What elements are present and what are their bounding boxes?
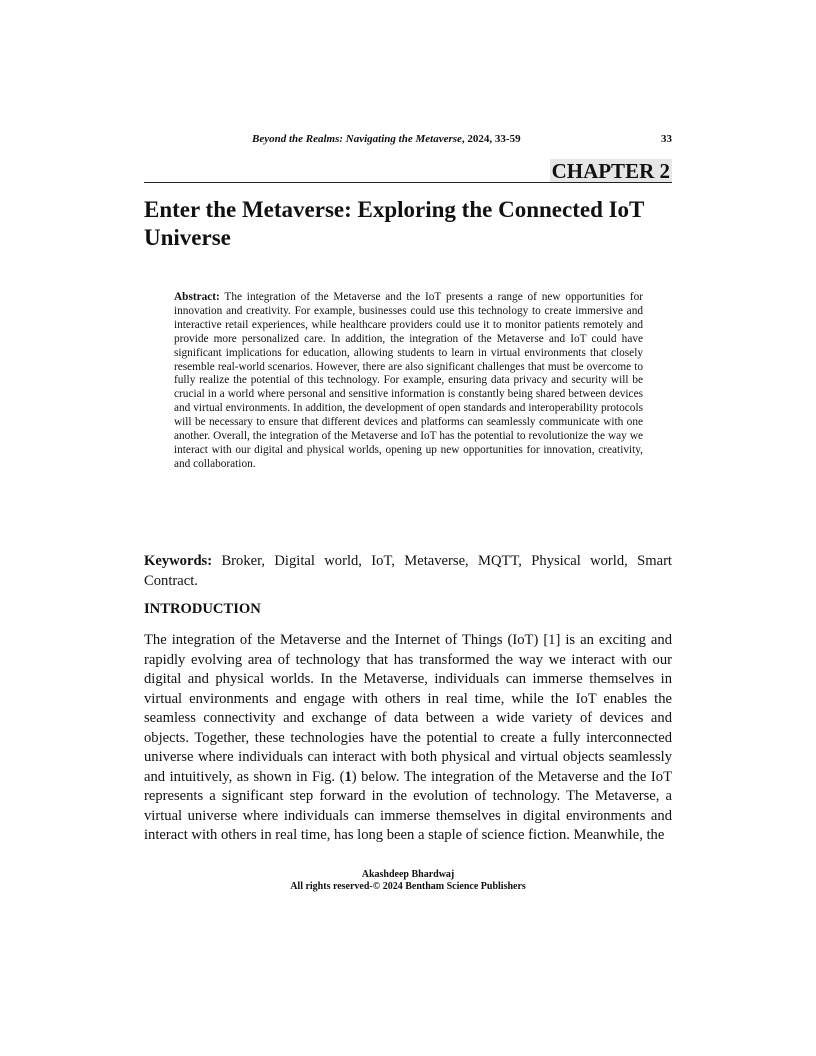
introduction-paragraph	[144, 631, 672, 846]
section-heading: INTRODUCTION	[144, 601, 261, 617]
chapter-divider	[144, 182, 672, 183]
author-name: Akashdeep Bhardwaj	[361, 869, 455, 880]
page-number: 33	[661, 133, 672, 145]
abstract-label: Abstract:	[174, 291, 220, 303]
keywords	[144, 552, 672, 591]
chapter-label: CHAPTER 2	[551, 159, 670, 183]
running-title	[252, 133, 521, 145]
running-header	[144, 133, 672, 149]
abstract-text: The integration of the Metaverse and the IoT presents a range of new opportunities for innovation and creativity. For example, businesses could use this technology to create immersive and interactive retail experiences, while healthcare providers could use it to monitor patients remotely and provide more personalized care. In addition, the integration of the Metaverse and IoT could have significant implications for education, allowing students to learn in virtual environments that closely resemble real-world scenarios. However, there are also significant challenges that must be overcome to fully realize the potential of this technology. For example, ensuring data privacy and security will be crucial in a world where personal and sensitive information is constantly being shared between devices and virtual environments. In addition, the development of open standards and interoperability protocols will be necessary to ensure that different devices and platforms can seamlessly communicate with one another. Overall, the integration of the Metaverse and IoT has the potential to revolutionize the way we interact with our digital and physical worlds, opening up new opportunities for innovation, creativity, and collaboration.	[174, 291, 643, 470]
figure-reference-link[interactable]: 1	[344, 768, 352, 785]
intro-text-part-2: ) below. The integration of the Metaverse and the IoT represents a significant step forward in the evolution of technology. The Metaverse, a virtual universe where individuals can immerse themselves in digital environments and interact with others in real time, has long been a staple of science fiction. Meanwhile, the	[144, 768, 672, 843]
intro-text-part-1: The integration of the Metaverse and the Internet of Things (IoT) [1] is an exciting and rapidly evolving area of technology that has transformed the way we interact with our digital and physical worlds. In the Metaverse, individuals can immerse themselves in virtual environments and engage with others in real time, while the IoT enables the seamless connectivity and exchange of data between a wide variety of devices and objects. Together, these technologies have the potential to create a fully interconnected universe where individuals can interact with both physical and virtual objects seamlessly and intuitively, as shown in Fig. (	[144, 632, 672, 785]
copyright-notice: All rights reserved-© 2024 Bentham Science Publishers	[290, 881, 526, 892]
book-title: Beyond the Realms: Navigating the Metaverse	[252, 133, 462, 145]
chapter-title: Enter the Metaverse: Exploring the Connected IoT Universe	[144, 197, 644, 250]
keywords-label: Keywords:	[144, 553, 213, 569]
page-footer	[144, 869, 672, 893]
abstract	[174, 291, 643, 472]
publication-info: , 2024, 33-59	[461, 133, 521, 145]
keywords-text: Broker, Digital world, IoT, Metaverse, MQTT, Physical world, Smart Contract.	[144, 553, 672, 589]
